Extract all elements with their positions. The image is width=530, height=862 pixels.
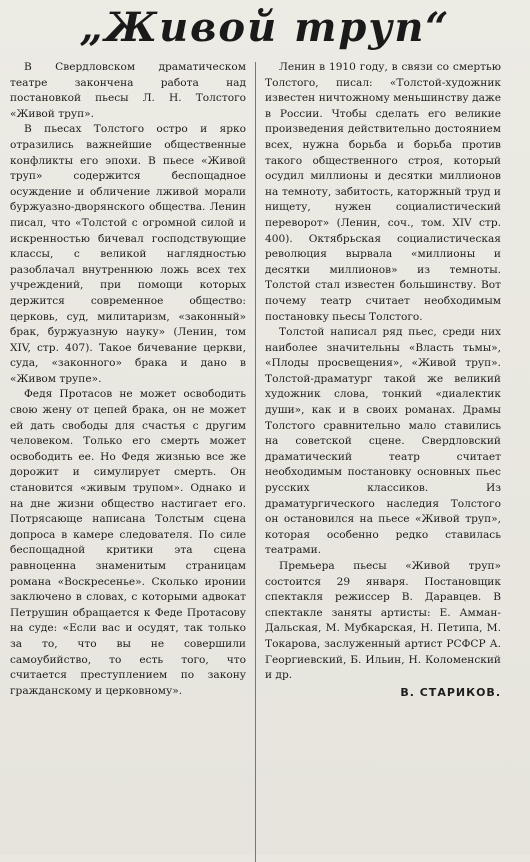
- article-body: [10, 60, 520, 862]
- paragraph: В пьесах Толстого остро и ярко отразились важнейшие общественные конфликты его эпохи. В пьесе «Живой труп» содержится беспощадное осуждение и обличение лживой морали буржуазно-дворянского общества. Ленин писал, что «Толстой с огромной силой и искренностью бичевал господствующие классы, с великой наглядностью разоблачал внутреннюю ложь всех тех учреждений, при помощи которых держится современное общество: церковь, суд, милитаризм, «законный» брак, буржуазную науку» (Ленин, том XIV, стр. 407). Такое бичевание церкви, суда, «законного» брака и дано в «Живом трупе».: [10, 123, 246, 385]
- left-column: [10, 60, 255, 862]
- paragraph: В Свердловском драматическом театре закончена работа над постановкой пьесы Л. Н. Толстого «Живой труп».: [10, 61, 246, 120]
- paragraph: Федя Протасов не может освободить свою жену от цепей брака, он не может ей дать свободы для счастья с другим человеком. Только его смерть может освободить ее. Но Федя жизнью все же дорожит и симулирует смерть. Он становится «живым трупом». Однако и на дне жизни общество настигает его. Потрясающе написана Толстым сцена допроса в камере следователя. По силе беспощадной критики эта сцена равноценна знаменитым страницам романа «Воскресенье». Сколько иронии заключено в словах, с которыми адвокат Петрушин обращается к Феде Протасову на суде: «Если вас и осудят, так только за то, что вы не совершили самоубийство, то есть того, что считается преступлением по закону гражданскому и церковному».: [10, 388, 246, 697]
- article-headline: „Живой труп“: [79, 4, 451, 51]
- paragraph: Ленин в 1910 году, в связи со смертью Толстого, писал: «Толстой-художник известен ничтожному меньшинству даже в России. Чтобы сделать его великие произведения действительно достоянием всех, нужна борьба и борьба против такого общественного строя, который осудил миллионы и десятки миллионов на темноту, забитость, каторжный труд и нищету, нужен социалистический переворот» (Ленин, соч., том. XIV стр. 400). Октябрьская социалистическая революция вырвала «миллионы и десятки миллионов» из темноты. Толстой стал известен большинству. Вот почему театр считает необходимым постановку пьесы Толстого.: [265, 61, 501, 323]
- paragraph: Премьера пьесы «Живой труп» состоится 29 января. Постановщик спектакля режиссер В. Даравцев. В спектакле заняты артисты: Е. Амман-Дальская, М. Мубкарская, Н. Петипа, М. Токарова, заслуженный артист РСФСР А. Георгиевский, Б. Ильин, Н. Коломенский и др.: [265, 560, 501, 682]
- author-signature: В. СТАРИКОВ.: [400, 685, 501, 699]
- right-column: [256, 60, 501, 862]
- paragraph: Толстой написал ряд пьес, среди них наиболее значительны «Власть тьмы», «Плоды просвещения», «Живой труп». Толстой-драматург такой же великий художник слова, тонкий «диалектик души», как и в своих романах. Драмы Толстого сравнительно мало ставились на советской сцене. Свердловский драматический театр считает необходимым постановку основных пьес русских классиков. Из драматургического наследия Толстого он остановился на пьесе «Живой труп», которая особенно редко ставилась театрами.: [265, 326, 501, 557]
